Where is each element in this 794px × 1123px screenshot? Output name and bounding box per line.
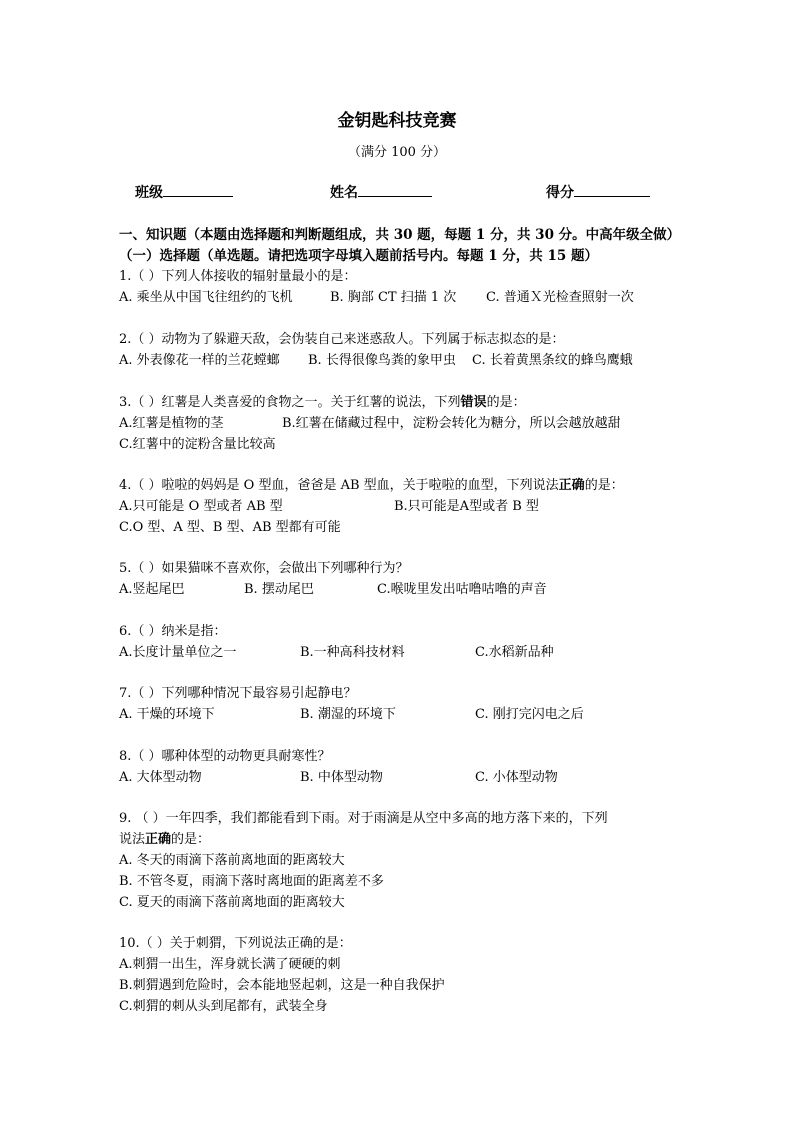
question-stem: 1.（ ）下列人体接收的辐射量最小的是： — [119, 269, 357, 284]
option-c: C. 刚打完闪电之后 — [475, 707, 584, 722]
name-blank[interactable] — [358, 181, 432, 197]
class-label: 班级 — [135, 185, 163, 201]
stem-text: 说法 — [119, 832, 146, 847]
question-stem: 2.（ ）动物为了躲避天敌，会伪装自己来迷惑敌人。下列属于标志拟态的是： — [119, 332, 565, 347]
question-stem — [119, 474, 624, 493]
option-b: B. 摆动尾巴 — [244, 582, 314, 597]
option-b: B. 不管冬夏，雨滴下落时离地面的距离差不多 — [119, 874, 384, 889]
stem-emphasis: 正确 — [558, 478, 585, 493]
stem-text: 4.（ ）啦啦的妈妈是 O 型血，爸爸是 AB 型血，关于啦啦的血型，下列说法 — [119, 478, 559, 493]
score-label: 得分 — [546, 185, 574, 201]
stem-text: 的是： — [486, 395, 526, 410]
option-a: A.长度计量单位之一 — [119, 645, 237, 660]
option-b: B.红薯在储藏过程中，淀粉会转化为糖分，所以会越放越甜 — [282, 416, 621, 431]
page-title: 金钥匙科技竞赛 — [337, 111, 457, 131]
option-a: A.红薯是植物的茎 — [119, 416, 224, 431]
option-c: C. 夏天的雨滴下落前离地面的距离较大 — [119, 895, 345, 910]
section-heading-knowledge: 一、知识题（本题由选择题和判断题组成，共 30 题，每题 1 分，共 30 分。中高年级全做） — [119, 227, 681, 243]
option-b: B. 长得很像鸟粪的象甲虫 — [308, 353, 456, 368]
name-label: 姓名 — [330, 185, 358, 201]
option-a: A. 乘坐从中国飞往纽约的飞机 — [119, 290, 293, 305]
stem-emphasis: 正确 — [145, 832, 172, 847]
question-stem: 6.（ ）纳米是指： — [119, 624, 227, 639]
option-b: B. 中体型动物 — [300, 770, 383, 785]
option-c: C.红薯中的淀粉含量比较高 — [119, 437, 276, 452]
option-a: A. 冬天的雨滴下落前离地面的距离较大 — [119, 853, 345, 868]
score-field — [546, 181, 650, 202]
option-a: A. 外表像花一样的兰花螳螂 — [119, 353, 280, 368]
option-a: A. 干燥的环境下 — [119, 707, 215, 722]
question-stem-continued — [119, 828, 210, 847]
stem-text: 3.（ ）红薯是人类喜爱的食物之一。关于红薯的说法，下列 — [119, 395, 461, 410]
class-field — [135, 181, 233, 202]
name-field — [330, 181, 432, 202]
class-blank[interactable] — [163, 181, 233, 197]
option-b: B.只可能是A型或者 B 型 — [394, 499, 539, 514]
question-stem: 7.（ ）下列哪种情况下最容易引起静电？ — [119, 686, 357, 701]
question-stem: 5.（ ）如果猫咪不喜欢你，会做出下列哪种行为？ — [119, 561, 409, 576]
option-c: C.O 型、A 型、B 型、AB 型都有可能 — [119, 520, 341, 535]
section-heading-choice: （一）选择题（单选题。请把选项字母填入题前括号内。每题 1 分，共 15 题） — [119, 248, 598, 264]
option-a: A. 大体型动物 — [119, 770, 202, 785]
stem-text: 的是： — [584, 478, 624, 493]
page-subtitle: （满分 100 分） — [347, 145, 447, 160]
option-c: C. 长着黄黑条纹的蜂鸟鹰蛾 — [472, 353, 633, 368]
option-a: A.刺猬一出生，浑身就长满了硬硬的刺 — [119, 957, 341, 972]
score-blank[interactable] — [574, 181, 650, 197]
option-c: C.喉咙里发出咕噜咕噜的声音 — [377, 582, 547, 597]
option-b: B.刺猬遇到危险时，会本能地竖起刺，这是一种自我保护 — [119, 978, 445, 993]
option-c: C. 小体型动物 — [475, 770, 558, 785]
option-c: C.水稻新品种 — [475, 645, 554, 660]
option-a: A.只可能是 O 型或者 AB 型 — [119, 499, 283, 514]
question-stem: 9. （ ）一年四季，我们都能看到下雨。对于雨滴是从空中多高的地方落下来的，下列 — [119, 811, 608, 826]
stem-text: 的是： — [171, 832, 211, 847]
question-stem: 8.（ ）哪种体型的动物更具耐寒性？ — [119, 749, 331, 764]
option-c: C. 普通Ｘ光检查照射一次 — [486, 290, 634, 305]
question-stem — [119, 391, 526, 410]
question-stem: 10.（ ）关于刺猬，下列说法正确的是： — [119, 936, 352, 951]
option-b: B. 潮湿的环境下 — [300, 707, 396, 722]
option-a: A.竖起尾巴 — [119, 582, 185, 597]
stem-emphasis: 错误 — [460, 395, 487, 410]
option-c: C.刺猬的刺从头到尾都有，武装全身 — [119, 999, 328, 1014]
option-b: B. 胸部 CT 扫描 1 次 — [330, 290, 457, 305]
option-b: B.一种高科技材料 — [300, 645, 405, 660]
